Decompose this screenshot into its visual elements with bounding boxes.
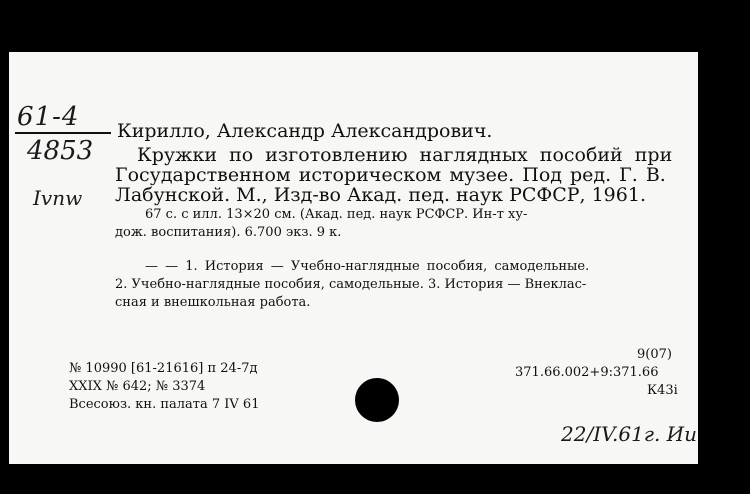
footer-left-line-3: Всесоюз. кн. палата 7 IV 61 bbox=[69, 397, 260, 412]
title-line-3: Лабунской. М., Изд-во Акад. пед. наук РСФСР, 1961. bbox=[115, 184, 646, 206]
subject-line-3: сная и внешкольная работа. bbox=[115, 295, 311, 310]
title-line-5: дож. воспитания). 6.700 экз. 9 к. bbox=[115, 225, 342, 240]
catalog-card bbox=[9, 52, 698, 464]
punch-hole bbox=[355, 378, 399, 422]
handwritten-top-number: 61-4 bbox=[17, 102, 80, 132]
footer-right-line-3: К43і bbox=[647, 383, 678, 398]
title-line-2: Государственном историческом музее. Под ред. Г. В. bbox=[115, 164, 666, 186]
author-heading: Кирилло, Александр Александрович. bbox=[117, 120, 493, 142]
handwritten-second-number: 4853 bbox=[27, 136, 94, 166]
subject-line-1: — — 1. История — Учебно-наглядные пособия, самодельные. bbox=[145, 259, 590, 274]
footer-right-line-2: 371.66.002+9:371.66 bbox=[515, 365, 659, 380]
footer-left-line-1: № 10990 [61-21616] п 24-7д bbox=[69, 361, 258, 376]
handwritten-date: 22/IV.61г. Ии bbox=[561, 422, 697, 446]
title-line-4: 67 с. с илл. 13×20 см. (Акад. пед. наук РСФСР. Ин-т ху- bbox=[145, 207, 528, 222]
handwritten-initials: Ivnw bbox=[33, 186, 83, 210]
footer-right-line-1: 9(07) bbox=[637, 347, 672, 362]
subject-line-2: 2. Учебно-наглядные пособия, самодельные. 3. История — Внеклас- bbox=[115, 277, 587, 292]
footer-left-line-2: XXIX № 642; № 3374 bbox=[69, 379, 206, 394]
title-line-1: Кружки по изготовлению наглядных пособий при bbox=[137, 144, 673, 166]
handwritten-underline bbox=[15, 132, 111, 134]
